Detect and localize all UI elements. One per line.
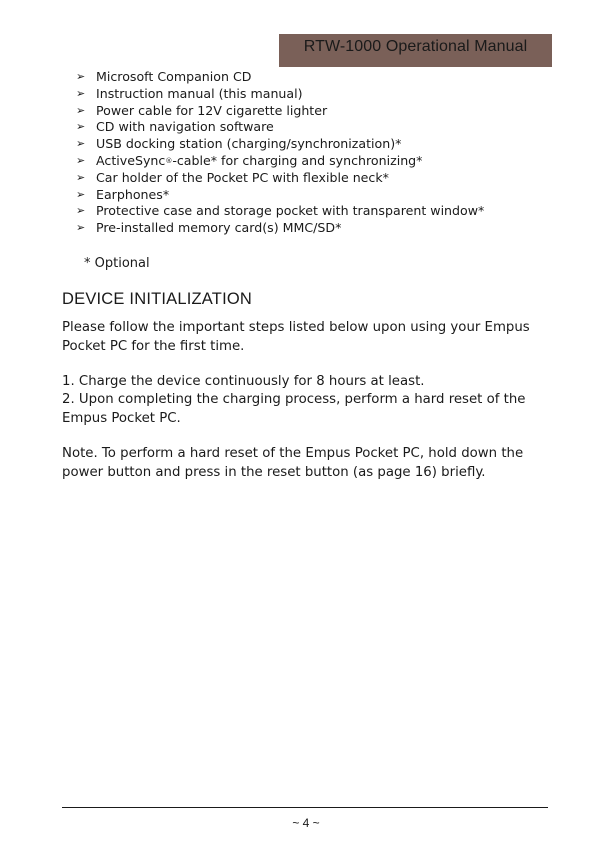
section-heading: DEVICE INITIALIZATION [62,290,253,308]
page-number: ~ 4 ~ [292,816,320,830]
arrow-bullet-icon: ➢ [76,137,86,151]
arrow-bullet-icon: ➢ [76,204,86,218]
arrow-bullet-icon: ➢ [76,187,86,201]
list-item: ➢ CD with navigation software [76,119,274,135]
list-item: ➢ Car holder of the Pocket PC with flexible neck* [76,169,389,185]
list-item: ➢ USB docking station (charging/synchronization)* [76,136,402,152]
arrow-bullet-icon: ➢ [76,70,86,83]
registered-mark: ® [165,156,173,165]
package-contents-list [76,69,484,237]
arrow-bullet-icon: ➢ [76,221,86,235]
arrow-bullet-icon: ➢ [76,170,86,184]
list-item: ➢ Protective case and storage pocket with transparent window* [76,203,485,219]
step-2: 2. Upon completing the charging process, perform a hard reset of the Empus Pocket PC. [62,392,526,426]
optional-footnote: * Optional [84,256,150,271]
arrow-bullet-icon: ➢ [76,86,86,100]
intro-paragraph: Please follow the important steps listed below upon using your Empus Pocket PC for the first time. [62,320,530,354]
arrow-bullet-icon: ➢ [76,120,86,134]
list-item: ➢ Pre-installed memory card(s) MMC/SD* [76,220,342,236]
list-item: ➢ ActiveSync ® -cable* for charging and synchronizing* [76,152,423,168]
list-item: ➢ Instruction manual (this manual) [76,85,303,101]
header-bar [279,34,552,67]
manual-title: RTW-1000 Operational Manual [303,38,528,55]
step-1: 1. Charge the device continuously for 8 hours at least. [62,374,425,389]
footer-divider [62,807,548,808]
arrow-bullet-icon: ➢ [76,103,86,117]
list-item: ➢ Power cable for 12V cigarette lighter [76,102,328,118]
arrow-bullet-icon: ➢ [76,153,86,167]
list-item: ➢ Earphones* [76,186,170,202]
hard-reset-note: Note. To perform a hard reset of the Empus Pocket PC, hold down the power button and press in the reset button (as page 16) briefly. [62,446,524,480]
list-item: ➢ Microsoft Companion CD [76,69,252,84]
